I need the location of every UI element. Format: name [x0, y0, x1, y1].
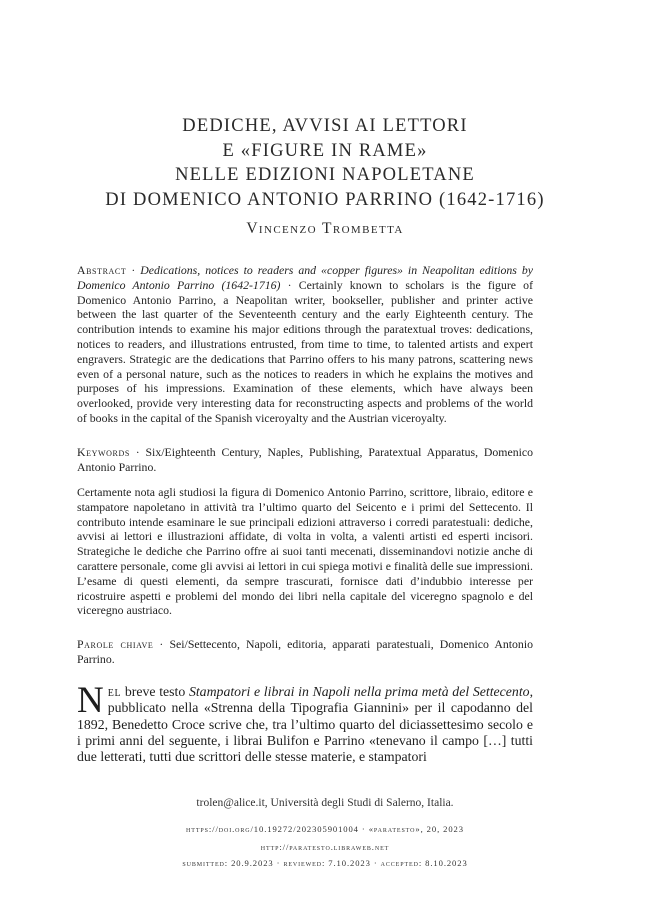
review-dates: submitted: 20.9.2023 · reviewed: 7.10.2023 · accepted: 8.10.2023: [182, 858, 468, 868]
author-affiliation: trolen@alice.it, Università degli Studi di Salerno, Italia.: [196, 797, 454, 809]
journal-url: http://paratesto.libraweb.net: [260, 842, 390, 852]
parole-chiave-body: Sei/Settecento, Napoli, editoria, apparati paratestuali, Domenico Antonio Parrino.: [77, 637, 534, 666]
abstract-label: Abstract: [77, 263, 127, 277]
title-line-2: E «FIGURE IN RAME»: [222, 140, 428, 161]
english-abstract: Abstract · Dedications, notices to readers and «copper figures» in Neapolitan editions by Domenico Antonio Parrino (1642-1716) · Certainly known to scholars is the figure of Domenico Antonio Parrino, a Neapolitan writer, bookseller, publisher and printer active between the last quarter of the Seventeenth century and the early Eighteenth century. The contribution intends to examine his major editions through the paratextual troves: dedications, notices to readers, and illustrations entrusted, from time to time, to talented artists and expert engravers. Strategic are the dedications that Parrino offers to his many patrons, scattering news even of a personal nature, such as the notices to readers in which he explains the motives and purposes of his impressions. Examination of these elements, which have always been overlooked, provide very interesting data for reconstructing aspects and problems of the world of books in the capital of the Spanish viceroyalty and the Austrian viceroyalty.: [77, 263, 534, 425]
italian-abstract: Certamente nota agli studiosi la figura di Domenico Antonio Parrino, scrittore, libraio, editore e stampatore napoletano in attività tra l’ultimo quarto del Seicento e i primi del Settecento. Il contributo intende esaminare le sue principali edizioni attraverso i corredi paratestuali: dediche, avvisi ai lettori e illustrazioni affidate, di volta in volta, a valenti artisti ed esperti incisori. Strategiche le dediche che Parrino offre ai suoi tanti mecenati, disseminandovi notizie anche di carattere personale, come gli avvisi ai lettori in cui spiega motivi e finalità delle sue impressioni. L’esame di questi elementi, da sempre trascurati, fornisce dati d’indubbio interesse per ricostruire aspetti e problemi del mondo dei libri nella capitale del viceregno spagnolo e del viceregno austriaco.: [77, 485, 533, 618]
article-body: Nel breve testo Stampatori e librai in Napoli nella prima metà del Settecento, pubblicato nella «Strenna della Tipografia Giannini» per il capodanno del 1892, Benedetto Croce scrive che, tra l’ultimo quarto del diciassettesimo secolo e i primi anni del seguente, i librai Bulifon e Parrino «tenevano il campo […] tutti due letterati, tutti due scrittori delle stesse materie, e stampatori: [77, 680, 534, 765]
drop-cap: N: [77, 680, 104, 721]
doi-line: https://doi.org/10.19272/202305901004 · «paratesto», 20, 2023: [186, 824, 464, 834]
author-name: Vincenzo Trombetta: [246, 220, 404, 237]
cited-title: Stampatori e librai in Napoli nella prima metà del Settecento: [188, 684, 530, 699]
title-line-4: DI DOMENICO ANTONIO PARRINO (1642-1716): [105, 189, 545, 210]
abstract-body: Certainly known to scholars is the figure of Domenico Antonio Parrino, a Neapolitan writer, bookseller, publisher and printer active between the last quarter of the Seventeenth century and the early Eighteenth century. The contribution intends to examine his major editions through the paratextual troves: dedications, notices to readers, and illustrations entrusted, from time to time, to talented artists and expert engravers. Strategic are the dedications that Parrino offers to his many patrons, scattering news even of a personal nature, such as the notices to readers in which he explains the motives and purposes of his impressions. Examination of these elements, which have always been overlooked, provide very interesting data for reconstructing aspects and problems of the world of books in the capital of the Spanish viceroyalty and the Austrian viceroyalty.: [77, 277, 534, 425]
keywords: Keywords · Six/Eighteenth Century, Naples, Publishing, Paratextual Apparatus, Domenico Antonio Parrino.: [77, 445, 533, 474]
article-title: [0, 114, 650, 212]
abstract-title: Dedications, notices to readers and «copper figures» in Neapolitan editions by Domenico Antonio Parrino (1642-1716): [77, 263, 534, 292]
keywords-label: Keywords: [77, 445, 130, 459]
keywords-body: Six/Eighteenth Century, Naples, Publishing, Paratextual Apparatus, Domenico Antonio Parrino.: [77, 445, 533, 474]
title-line-3: NELLE EDIZIONI NAPOLETANE: [175, 165, 475, 185]
parole-chiave-label: Parole chiave: [77, 637, 154, 651]
parole-chiave: Parole chiave · Sei/Settecento, Napoli, editoria, apparati paratestuali, Domenico Antonio Parrino.: [77, 637, 534, 666]
title-line-1: DEDICHE, AVVISI AI LETTORI: [182, 116, 468, 136]
